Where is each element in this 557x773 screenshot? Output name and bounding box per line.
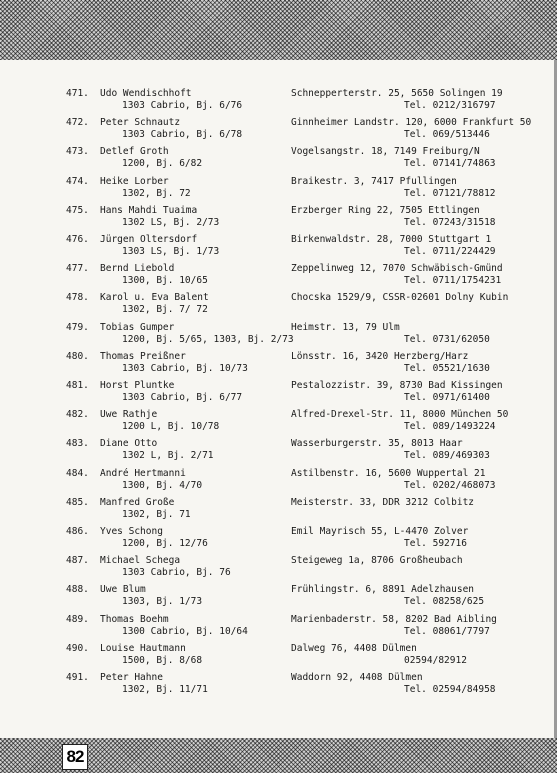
member-name: Louise Hautmann xyxy=(100,643,186,654)
entry-number: 484. xyxy=(66,468,89,479)
entry-number: 482. xyxy=(66,409,89,420)
telephone: Tel. 07141/74863 xyxy=(404,158,496,169)
page-number: 82 xyxy=(62,744,88,770)
member-name: Thomas Boehm xyxy=(100,614,169,625)
telephone: Tel. 089/1493224 xyxy=(404,421,496,432)
entry-number: 477. xyxy=(66,263,89,274)
telephone: Tel. 02594/84958 xyxy=(404,684,496,695)
member-name: Hans Mahdi Tuaima xyxy=(100,205,198,216)
entry-number: 480. xyxy=(66,351,89,362)
address: Emil Mayrisch 55, L-4470 Zolver xyxy=(291,526,469,537)
member-name: Karol u. Eva Balent xyxy=(100,292,209,303)
car-model: 1303 LS, Bj. 1/73 xyxy=(122,246,220,257)
entry-number: 486. xyxy=(66,526,89,537)
address: Wasserburgerstr. 35, 8013 Haar xyxy=(291,438,463,449)
member-name: André Hertmanni xyxy=(100,468,186,479)
car-model: 1302, Bj. 7/ 72 xyxy=(122,304,208,315)
car-model: 1303, Bj. 1/73 xyxy=(122,596,203,607)
member-name: Uwe Blum xyxy=(100,584,146,595)
address: Chocska 1529/9, CSSR-02601 Dolny Kubin xyxy=(291,292,509,303)
address: Erzberger Ring 22, 7505 Ettlingen xyxy=(291,205,480,216)
car-model: 1300 Cabrio, Bj. 10/64 xyxy=(122,626,248,637)
address: Marienbaderstr. 58, 8202 Bad Aibling xyxy=(291,614,497,625)
telephone: Tel. 069/513446 xyxy=(404,129,490,140)
address: Dalweg 76, 4408 Dülmen xyxy=(291,643,417,654)
member-name: Manfred Große xyxy=(100,497,175,508)
telephone: Tel. 0202/468073 xyxy=(404,480,496,491)
entry-number: 473. xyxy=(66,146,89,157)
address: Zeppelinweg 12, 7070 Schwäbisch-Gmünd xyxy=(291,263,503,274)
entry-number: 479. xyxy=(66,322,89,333)
address: Braikestr. 3, 7417 Pfullingen xyxy=(291,176,457,187)
address: Steigeweg 1a, 8706 Großheubach xyxy=(291,555,463,566)
car-model: 1200, Bj. 6/82 xyxy=(122,158,203,169)
telephone: Tel. 0711/224429 xyxy=(404,246,496,257)
car-model: 1303 Cabrio, Bj. 10/73 xyxy=(122,363,248,374)
member-name: Diane Otto xyxy=(100,438,158,449)
telephone: Tel. 0731/62050 xyxy=(404,334,490,345)
address: Astilbenstr. 16, 5600 Wuppertal 21 xyxy=(291,468,486,479)
entry-number: 485. xyxy=(66,497,89,508)
entry-number: 476. xyxy=(66,234,89,245)
address: Pestalozzistr. 39, 8730 Bad Kissingen xyxy=(291,380,503,391)
member-name: Thomas Preißner xyxy=(100,351,186,362)
car-model: 1200, Bj. 5/65, 1303, Bj. 2/73 xyxy=(122,334,294,345)
entry-number: 471. xyxy=(66,88,89,99)
telephone: Tel. 0212/316797 xyxy=(404,100,496,111)
member-name: Udo Wendischhoft xyxy=(100,88,192,99)
member-name: Jürgen Oltersdorf xyxy=(100,234,198,245)
telephone: Tel. 07121/78812 xyxy=(404,188,496,199)
list-entry xyxy=(0,146,557,180)
entry-number: 478. xyxy=(66,292,89,303)
address: Birkenwaldstr. 28, 7000 Stuttgart 1 xyxy=(291,234,492,245)
list-entry xyxy=(0,438,557,472)
address: Heimstr. 13, 79 Ulm xyxy=(291,322,400,333)
address: Meisterstr. 33, DDR 3212 Colbitz xyxy=(291,497,475,508)
car-model: 1303 Cabrio, Bj. 6/77 xyxy=(122,392,243,403)
member-name: Yves Schong xyxy=(100,526,163,537)
address: Waddorn 92, 4408 Dülmen xyxy=(291,672,423,683)
member-name: Uwe Rathje xyxy=(100,409,158,420)
list-entry xyxy=(0,292,557,326)
car-model: 1302, Bj. 11/71 xyxy=(122,684,208,695)
car-model: 1303 Cabrio, Bj. 76 xyxy=(122,567,231,578)
member-name: Michael Schega xyxy=(100,555,181,566)
car-model: 1302, Bj. 72 xyxy=(122,188,191,199)
entry-number: 475. xyxy=(66,205,89,216)
telephone: Tel. 07243/31518 xyxy=(404,217,496,228)
address: Lönsstr. 16, 3420 Herzberg/Harz xyxy=(291,351,469,362)
car-model: 1300, Bj. 4/70 xyxy=(122,480,203,491)
car-model: 1302 LS, Bj. 2/73 xyxy=(122,217,220,228)
list-entry xyxy=(0,584,557,618)
telephone: Tel. 08061/7797 xyxy=(404,626,490,637)
car-model: 1302 L, Bj. 2/71 xyxy=(122,450,214,461)
address: Vogelsangstr. 18, 7149 Freiburg/N xyxy=(291,146,480,157)
member-name: Tobias Gumper xyxy=(100,322,175,333)
car-model: 1200, Bj. 12/76 xyxy=(122,538,208,549)
car-model: 1300, Bj. 10/65 xyxy=(122,275,208,286)
telephone: Tel. 05521/1630 xyxy=(404,363,490,374)
address: Alfred-Drexel-Str. 11, 8000 München 50 xyxy=(291,409,509,420)
list-entry xyxy=(0,672,557,706)
member-name: Horst Pluntke xyxy=(100,380,175,391)
telephone: 02594/82912 xyxy=(404,655,467,666)
member-name: Peter Schnautz xyxy=(100,117,181,128)
address: Schnepperterstr. 25, 5650 Solingen 19 xyxy=(291,88,503,99)
entry-number: 490. xyxy=(66,643,89,654)
car-model: 1500, Bj. 8/68 xyxy=(122,655,203,666)
member-name: Peter Hahne xyxy=(100,672,163,683)
address: Frühlingstr. 6, 8891 Adelzhausen xyxy=(291,584,475,595)
car-model: 1303 Cabrio, Bj. 6/78 xyxy=(122,129,243,140)
entry-number: 481. xyxy=(66,380,89,391)
member-name: Detlef Groth xyxy=(100,146,169,157)
member-name: Bernd Liebold xyxy=(100,263,175,274)
telephone: Tel. 592716 xyxy=(404,538,467,549)
entry-number: 472. xyxy=(66,117,89,128)
entry-number: 491. xyxy=(66,672,89,683)
entry-number: 474. xyxy=(66,176,89,187)
car-model: 1303 Cabrio, Bj. 6/76 xyxy=(122,100,243,111)
address: Ginnheimer Landstr. 120, 6000 Frankfurt 50 xyxy=(291,117,532,128)
car-model: 1302, Bj. 71 xyxy=(122,509,191,520)
entry-number: 483. xyxy=(66,438,89,449)
entry-number: 487. xyxy=(66,555,89,566)
entry-number: 488. xyxy=(66,584,89,595)
member-name: Heike Lorber xyxy=(100,176,169,187)
telephone: Tel. 089/469303 xyxy=(404,450,490,461)
telephone: Tel. 0711/1754231 xyxy=(404,275,502,286)
car-model: 1200 L, Bj. 10/78 xyxy=(122,421,220,432)
entry-number: 489. xyxy=(66,614,89,625)
telephone: Tel. 08258/625 xyxy=(404,596,485,607)
telephone: Tel. 0971/61400 xyxy=(404,392,490,403)
